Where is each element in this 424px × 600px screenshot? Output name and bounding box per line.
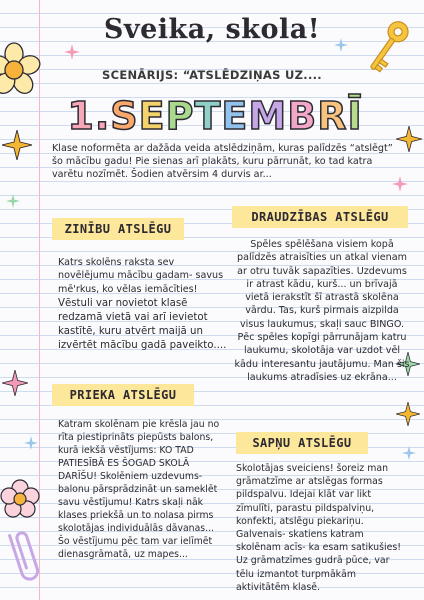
star-icon xyxy=(396,402,420,426)
star-icon xyxy=(402,446,416,460)
date-letter: P xyxy=(165,94,195,138)
date-letter: R xyxy=(317,94,348,138)
date-letter: B xyxy=(287,94,318,138)
dreams-text: Skolotājas sveiciens! šoreiz man grāmatzīme ar atslēgas formas pildspalvu. Idejai klāt var likt zīmulīti, parastu pildspalviņu, konfekti, atslēgu piekariņu. Galvenais- skatiens katram skolēnam acīs- ka esam satikušies! Uz grāmatzīmes gudrā pūce, var tēlu izmantot turpmākām aktivitātēm klasē. xyxy=(236,463,402,593)
star-icon xyxy=(2,130,32,160)
date-heading xyxy=(50,94,380,138)
date-letter: 1. xyxy=(67,94,111,138)
date-letter: E xyxy=(221,94,249,138)
flower-icon xyxy=(0,478,42,520)
knowledge-text-2: Vēstuli var novietot klasē redzamā vietā vai arī ievietot kastītē, kuru atvērt maijā un izvērtēt mācību gadā paveikto.... xyxy=(58,298,227,351)
date-letter: S xyxy=(110,94,139,138)
date-letter: M xyxy=(248,94,288,138)
date-letter: T xyxy=(194,94,222,138)
star-icon xyxy=(24,436,38,450)
date-letter: Ī xyxy=(347,94,363,138)
section-heading-joy: PRIEKA ATSLĒGU xyxy=(52,384,194,406)
page-title: Sveika, skola! xyxy=(103,14,321,45)
star-icon xyxy=(2,370,28,396)
star-icon xyxy=(64,44,80,60)
star-icon xyxy=(6,194,20,208)
intro-paragraph: Klase noformēta ar dažāda veida atslēdziņām, kuras palīdzēs “atslēgt” šo mācību gadu! Pie sienas arī plakāts, kuru pārrunāt, ko tad katra varētu nozīmēt. Šodien atvērsim 4 durvis ar... xyxy=(52,143,393,181)
joy-text: Katram skolēnam pie krēsla jau no rīta piestiprināts piepūsts balons, kurā iekšā vēstījums: KO TAD PATIESĪBĀ ES ŠOGAD SKOLĀ DARĪŠU! Skolēniem uzdevums- balonu pārsprādzināt un sameklēt savu vēstījumu! Katrs skaļi nāk klases priekšā un to nolasa pirms skolotājas individuālās dāvanas... Šo vēstījumu pēc tam var ielīmēt dienasgrāmatā, uz mapes... xyxy=(58,419,220,560)
section-heading-knowledge: ZINĪBU ATSLĒGU xyxy=(52,218,184,240)
section-heading-friendship: DRAUDZĪBAS ATSLĒGU xyxy=(232,206,408,228)
friendship-text: Spēles spēlēšana visiem kopā palīdzēs atraisīties un atkal vienam ar otru tuvāk sapazīties. Uzdevums ir atrast kādu, kurš... un brīvajā vietā ierakstīt šī atrastā skolēna vārdu. Tas, kurš pirmais aizpilda visus laukumus, skaļi sauc BINGO. Pēc spēles kopīgi pārrunājam katru laukumu, skolotāja var uzdot vēl kādu interesantu jautājumu. Man šis laukums atradīsies uz ekrāna... xyxy=(234,239,410,383)
scenario-subtitle: SCENĀRIJS: “ATSLĒDZIŅAS UZ.... xyxy=(102,68,322,82)
date-letter: E xyxy=(138,94,166,138)
paperclip-icon xyxy=(6,524,42,584)
knowledge-text-1: Katrs skolēns raksta sev novēlējumu mācību gadam- savus mē'rkus, ko vēlas iemācīties! xyxy=(58,257,224,295)
section-heading-dreams: SAPŅU ATSLĒGU xyxy=(236,432,368,454)
